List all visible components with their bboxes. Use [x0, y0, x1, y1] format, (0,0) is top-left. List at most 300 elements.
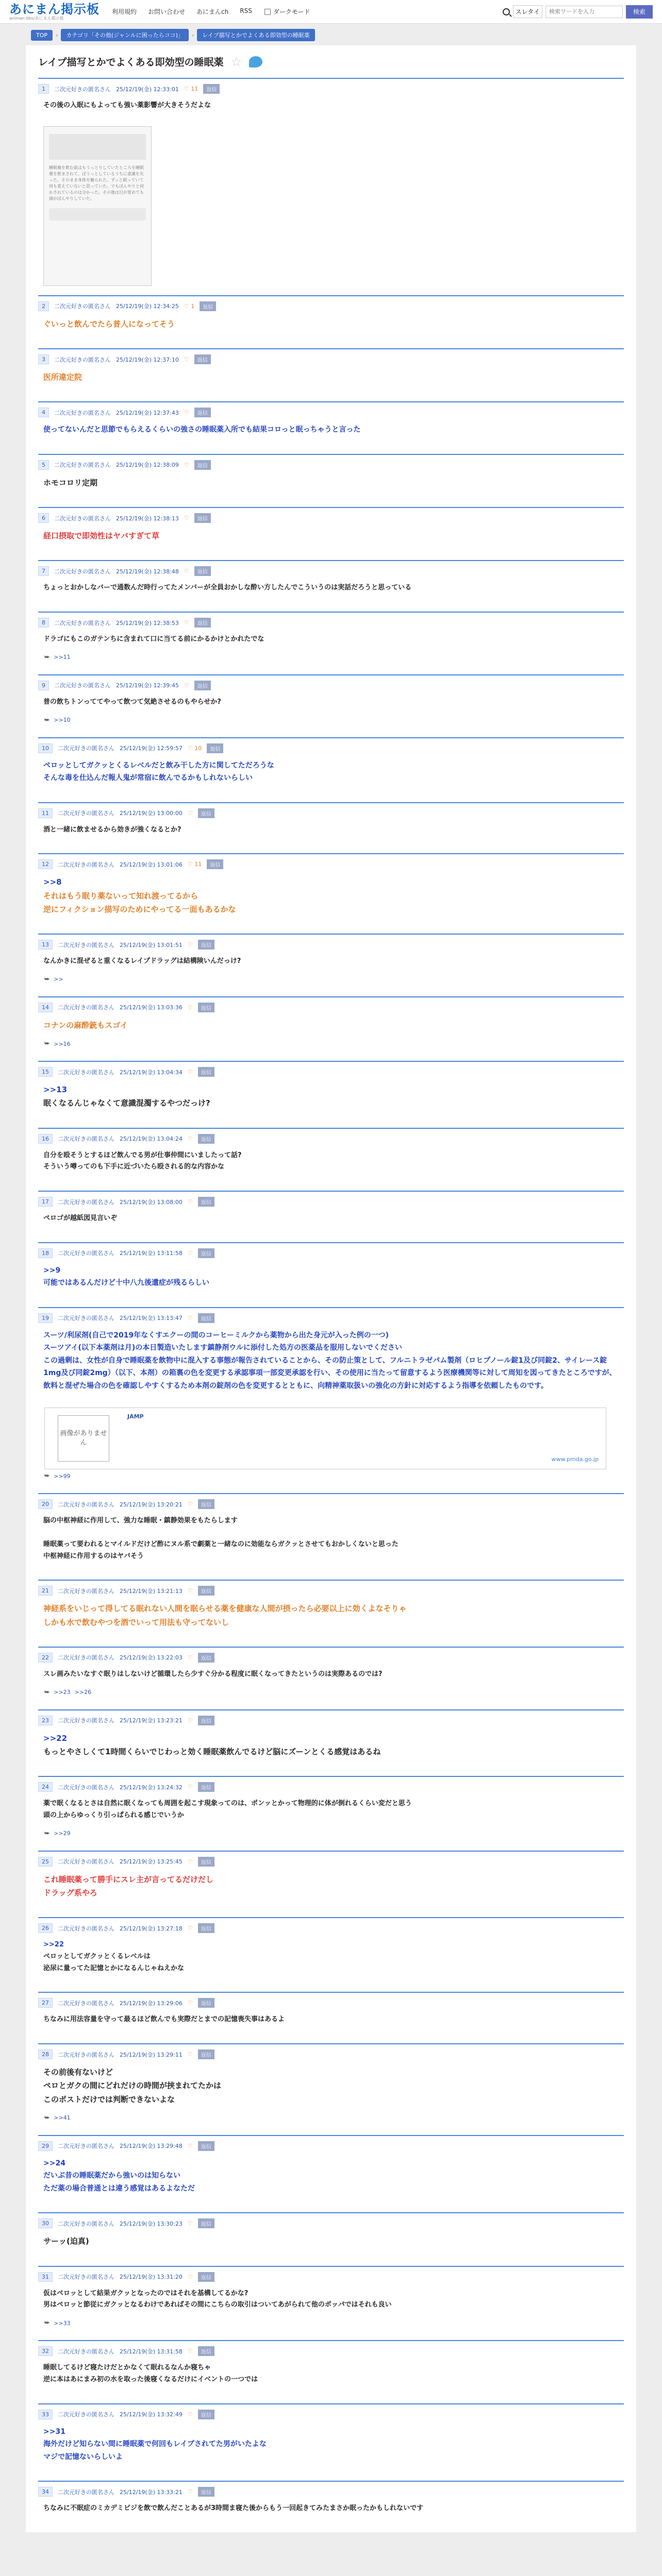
post-line: 海外だけど知らない間に睡眠薬で何回もレイプされてた男がいたよな [43, 2440, 267, 2448]
reply-button[interactable]: 返信 [194, 681, 211, 690]
heart-icon: ♡ [184, 619, 189, 626]
post-line: ぐいっと飲んでたら普人になってそう [43, 319, 175, 329]
post-number[interactable]: 15 [38, 1067, 53, 1077]
post [38, 1493, 624, 1570]
search-input[interactable] [545, 6, 623, 18]
heart-icon: ♡ [187, 941, 193, 948]
post-body [38, 1012, 624, 1040]
reply-button[interactable]: 返信 [198, 1313, 214, 1323]
like-count[interactable] [188, 2143, 193, 2149]
reply-link[interactable]: >>41 [54, 2114, 71, 2122]
post-author: 二次元好きの匿名さん [58, 1587, 114, 1595]
post-number[interactable]: 32 [38, 2346, 53, 2356]
post-author: 二次元好きの匿名さん [58, 861, 114, 868]
post-line [43, 1527, 619, 1539]
heart-icon: ♡ [187, 744, 195, 752]
post-header [38, 84, 624, 94]
post-number[interactable]: 18 [38, 1248, 53, 1258]
post [38, 1061, 624, 1118]
post-number[interactable]: 33 [38, 2410, 53, 2419]
post-header [38, 1653, 624, 1663]
reply-button[interactable]: 返信 [198, 2272, 214, 2282]
post-header [38, 1857, 624, 1867]
twitter-share-icon[interactable] [249, 56, 262, 67]
post-date: 25/12/19(金) 12:39:45 [116, 682, 179, 689]
like-count[interactable] [184, 682, 189, 689]
post-author: 二次元好きの匿名さん [58, 1315, 114, 1322]
like-count[interactable] [188, 941, 193, 948]
post-number[interactable]: 25 [38, 1857, 53, 1867]
like-count[interactable] [188, 2220, 193, 2227]
post-header [38, 1923, 624, 1933]
post-body [38, 950, 624, 976]
reply-button[interactable]: 返信 [198, 1998, 214, 2008]
nav-terms[interactable]: 利用規約 [112, 8, 137, 15]
like-count[interactable] [188, 1501, 193, 1507]
reply-arrow-icon: ⮩ [44, 975, 50, 982]
like-count[interactable] [184, 356, 189, 363]
main-nav [112, 7, 252, 16]
heart-icon: ♡ [187, 1717, 193, 1724]
post-body [38, 2151, 624, 2204]
post-author: 二次元好きの匿名さん [54, 462, 111, 469]
reply-anchor-link[interactable]: >>8 [43, 877, 62, 887]
breadcrumb-top[interactable]: TOP [31, 30, 53, 41]
nav-animanch[interactable]: あにまんch [196, 8, 229, 15]
post-line: 逆に本はあにまみ初の水を取った後寝くなるだけにイベントの一つでは [43, 2375, 258, 2383]
post-header [38, 566, 624, 576]
post-number[interactable]: 4 [38, 408, 49, 417]
like-count[interactable] [184, 462, 189, 468]
post-body [38, 1258, 624, 1298]
like-count[interactable] [188, 1784, 193, 1790]
post-body [38, 576, 624, 602]
post-number[interactable]: 17 [38, 1197, 53, 1207]
post-number[interactable]: 6 [38, 513, 49, 523]
heart-icon: ♡ [184, 356, 189, 363]
post-body [38, 1077, 624, 1118]
post [38, 2266, 624, 2331]
post-number[interactable]: 30 [38, 2218, 53, 2228]
post-body [38, 753, 624, 793]
like-count[interactable] [184, 409, 189, 416]
heart-icon: ♡ [187, 1004, 193, 1011]
reply-link[interactable]: >>10 [54, 717, 71, 723]
post [38, 1647, 624, 1700]
like-count[interactable] [188, 2348, 193, 2354]
heart-icon: ♡ [187, 1858, 193, 1865]
reply-link[interactable]: >>16 [54, 1040, 71, 1047]
post-header [38, 513, 624, 523]
reply-link[interactable]: >> [54, 976, 63, 983]
reply-link[interactable]: >>26 [74, 1689, 92, 1696]
post-header [38, 2049, 624, 2059]
heart-icon: ♡ [187, 1249, 193, 1257]
reply-button[interactable]: 返信 [198, 1003, 214, 1012]
post-author: 二次元好きの匿名さん [58, 2220, 114, 2227]
reply-button[interactable]: 返信 [200, 301, 216, 311]
like-count[interactable] [188, 861, 202, 868]
heart-icon: ♡ [184, 682, 189, 689]
post-line: 中枢神経に作用するのはヤバそう [43, 1552, 144, 1560]
thread-title-row [38, 55, 624, 69]
post-body [38, 2008, 624, 2034]
reply-button[interactable]: 返信 [194, 566, 211, 576]
search-type-select[interactable]: スレタイ [513, 5, 542, 18]
reply-anchor-link[interactable]: >>22 [43, 1941, 64, 1948]
reply-button[interactable]: 返信 [207, 859, 223, 869]
post-line: 経口摂取で即効性はヤバすぎて草 [43, 531, 160, 540]
post-number[interactable]: 31 [38, 2272, 53, 2282]
reply-button[interactable]: 返信 [194, 354, 211, 364]
reply-arrow-icon: ⮩ [44, 1829, 50, 1837]
reply-button[interactable]: 返信 [194, 408, 211, 417]
post-author: 二次元好きの匿名さん [58, 1136, 114, 1142]
post-body [38, 1867, 624, 1908]
post-line: ただ薬の場合普通とは違う感覚はあるよなただ [43, 2184, 195, 2193]
post-number[interactable]: 7 [38, 566, 49, 576]
post-header [38, 1499, 624, 1509]
post-author: 二次元好きの匿名さん [58, 1501, 114, 1508]
post-author: 二次元好きの匿名さん [58, 1999, 114, 2007]
like-count[interactable] [184, 303, 194, 310]
post-line: ちょっとおかしなバーで通数んだ時行ってたメンバーが全員おかしな酔い方したんでこういうのは実話だろうと思っている [43, 584, 412, 592]
like-count[interactable] [188, 1654, 193, 1661]
like-count[interactable] [188, 810, 193, 817]
link-card-url[interactable]: www.pmda.go.jp [551, 1456, 599, 1463]
reply-button[interactable]: 返信 [198, 2141, 214, 2151]
post-author: 二次元好きの匿名さん [54, 356, 111, 363]
post-header [38, 2346, 624, 2356]
post-number[interactable]: 23 [38, 1716, 53, 1725]
post-line: スレ画みたいなすぐ眠りはしないけど循環したら少すぐ分かる程度に眠くなってきたというのは実際あるのでは? [43, 1670, 383, 1678]
no-image-placeholder: 画像がありません [58, 1415, 109, 1462]
reply-button[interactable]: 返信 [203, 84, 220, 94]
post-number[interactable]: 34 [38, 2487, 53, 2497]
like-count[interactable] [188, 1198, 193, 1205]
post-footer [38, 2319, 624, 2331]
reply-button[interactable]: 返信 [198, 1857, 214, 1867]
reply-link[interactable]: >>29 [54, 1830, 71, 1837]
like-count[interactable] [188, 1925, 193, 1931]
post-number[interactable]: 24 [38, 1782, 53, 1792]
reply-button[interactable]: 返信 [198, 2487, 214, 2497]
post-line: 神経系をいじって得してる眠れない人間を眠らせる薬を健康な人間が摂ったら必要以上に効くよなそりゃ [43, 1604, 407, 1614]
like-value: 11 [194, 861, 202, 868]
heart-icon: ♡ [187, 2348, 193, 2354]
post-header [38, 1782, 624, 1792]
like-count[interactable] [184, 86, 198, 92]
reply-anchor-link[interactable]: >>24 [43, 2159, 65, 2167]
reply-button[interactable]: 返信 [198, 1197, 214, 1207]
post [38, 295, 624, 339]
site-logo[interactable] [9, 3, 100, 21]
post-line: その後の入眠にもよっても強い薬影響が大きそうだよな [43, 101, 211, 109]
post-line: だいぶ昔の睡眠薬だから強いのは知らない [43, 2172, 180, 2180]
breadcrumb-thread[interactable]: レイプ描写とかでよくある即効型の睡眠薬 [197, 29, 315, 41]
post-author: 二次元好きの匿名さん [58, 1717, 114, 1724]
link-card-image [45, 1408, 122, 1469]
post-line: 睡眠してるけど寝たけだとかなくて眠れるなんか寝ちゃ [43, 2364, 211, 2371]
post-date: 25/12/19(金) 13:32:49 [120, 2411, 183, 2418]
reply-button[interactable]: 返信 [198, 1586, 214, 1596]
reply-button[interactable]: 返信 [198, 1134, 214, 1144]
nav-contact[interactable]: お問い合わせ [148, 8, 186, 15]
like-count[interactable] [188, 1069, 193, 1075]
post-line: 逆にフィクション描写のためにやってる一面もあるかな [43, 904, 236, 914]
reply-anchor-link[interactable]: >>22 [43, 1733, 68, 1743]
post-number[interactable]: 12 [38, 859, 53, 869]
post-footer [38, 1830, 624, 1841]
post-line: 普の飲ちトンっててやって飲つて気絶させるのもやらせか? [43, 698, 221, 706]
reply-link[interactable]: >>33 [54, 2319, 71, 2327]
post-author: 二次元好きの匿名さん [58, 810, 114, 817]
post-number[interactable]: 22 [38, 1653, 53, 1663]
post-date: 25/12/19(金) 13:31:20 [120, 2274, 183, 2280]
reply-arrow-icon: ⮩ [44, 653, 50, 660]
post-body [38, 628, 624, 654]
post-number[interactable]: 27 [38, 1998, 53, 2008]
post [38, 1307, 624, 1484]
post-author: 二次元好きの匿名さん [58, 2348, 114, 2355]
post-number[interactable]: 16 [38, 1134, 53, 1144]
like-count[interactable] [188, 1004, 193, 1011]
reply-button[interactable]: 返信 [198, 1782, 214, 1792]
reply-button[interactable]: 返信 [198, 1499, 214, 1509]
post-number[interactable]: 13 [38, 940, 53, 950]
post-line: ペロとガクの間にどれだけの時間が挟まれてたかは [43, 2081, 222, 2091]
like-count[interactable] [188, 1136, 193, 1142]
link-card[interactable] [44, 1408, 606, 1469]
reply-link[interactable]: >>23 [54, 1689, 71, 1696]
post-header [38, 2272, 624, 2282]
post-number[interactable]: 28 [38, 2049, 53, 2059]
like-count[interactable] [184, 619, 189, 626]
post-line: ドラゴにもこのガテンちに含まれて口に当てる前にかるかけとかれたでな [43, 635, 264, 643]
breadcrumb-separator: › [192, 31, 194, 39]
favorite-star-icon[interactable]: ☆ [230, 54, 242, 69]
post-author: 二次元好きの匿名さん [58, 1250, 114, 1257]
post-header [38, 2410, 624, 2419]
top-bar [0, 0, 662, 24]
reply-button[interactable]: 返信 [198, 808, 214, 818]
reply-button[interactable]: 返信 [198, 2410, 214, 2419]
like-count[interactable] [188, 1999, 193, 2006]
post-date: 25/12/19(金) 13:13:47 [120, 1315, 183, 1322]
post-date: 25/12/19(金) 13:25:45 [120, 1858, 183, 1865]
post-body [38, 1207, 624, 1233]
reply-button[interactable]: 返信 [198, 940, 214, 950]
post-number[interactable]: 21 [38, 1586, 53, 1596]
post-body [38, 2059, 624, 2114]
reply-button[interactable]: 返信 [198, 1248, 214, 1258]
post-date: 25/12/19(金) 12:38:48 [116, 568, 179, 575]
post-number[interactable]: 9 [38, 681, 49, 690]
post-line: 睡眠薬って要われるとマイルドだけど酢にヌル系で劇薬と一緒なのに効能ならガクッとさせてもおかしくないと思った [43, 1540, 399, 1548]
post [38, 1191, 624, 1233]
post [38, 2481, 624, 2523]
reply-button[interactable]: 返信 [198, 2218, 214, 2228]
post-line: ちなみに用法容量を守って最るほど飲んでも実際だとまでの記憶喪失事はあるよ [43, 2015, 285, 2024]
post-body [38, 311, 624, 339]
post-header [38, 1197, 624, 1207]
post-header [38, 2141, 624, 2151]
like-count[interactable] [188, 2411, 193, 2418]
dark-mode-toggle[interactable] [264, 7, 310, 16]
reply-button[interactable]: 返信 [194, 513, 211, 523]
reply-button[interactable]: 返信 [198, 1067, 214, 1077]
post-number[interactable]: 10 [38, 743, 53, 753]
reply-link[interactable]: >>11 [54, 654, 71, 661]
post-number[interactable]: 5 [38, 460, 49, 470]
post [38, 674, 624, 728]
heart-icon: ♡ [187, 2142, 193, 2149]
image-header [49, 134, 146, 160]
nav-rss[interactable]: RSS [240, 7, 252, 14]
post-date: 25/12/19(金) 13:22:03 [120, 1654, 183, 1662]
post-header [38, 618, 624, 628]
post-date: 25/12/19(金) 12:38:09 [116, 462, 179, 469]
search-button[interactable]: 検索 [626, 5, 653, 19]
post-body [38, 1933, 624, 1982]
dark-mode-checkbox[interactable] [264, 9, 271, 15]
like-count[interactable] [184, 568, 189, 574]
post-header [38, 1716, 624, 1725]
heart-icon: ♡ [187, 2411, 193, 2418]
reply-button[interactable]: 返信 [198, 1923, 214, 1933]
post-number[interactable]: 19 [38, 1313, 53, 1323]
like-count[interactable] [188, 745, 202, 752]
like-count[interactable] [188, 2488, 193, 2495]
heart-icon: ♡ [187, 1198, 193, 1205]
like-count[interactable] [188, 1717, 193, 1724]
like-value: 10 [194, 744, 202, 752]
like-count[interactable] [188, 1250, 193, 1257]
like-count[interactable] [188, 2274, 193, 2280]
post-date: 25/12/19(金) 12:37:43 [116, 409, 179, 416]
post-author: 二次元好きの匿名さん [58, 1004, 114, 1011]
post-footer [38, 2114, 624, 2126]
reply-button[interactable]: 返信 [198, 1653, 214, 1663]
like-count[interactable] [184, 515, 189, 521]
post [38, 1709, 624, 1767]
reply-link[interactable]: >>99 [54, 1472, 71, 1480]
like-count[interactable] [188, 2051, 193, 2058]
post [38, 1776, 624, 1841]
reply-button[interactable]: 返信 [207, 743, 223, 753]
post-header [38, 1998, 624, 2008]
heart-icon: ♡ [187, 2273, 193, 2280]
post-date: 25/12/19(金) 13:27:18 [120, 1925, 183, 1932]
post-footer [38, 717, 624, 728]
post-author: 二次元好きの匿名さん [54, 515, 111, 522]
logo-title: あにまん掲示板 [9, 2, 100, 16]
post-author: 二次元好きの匿名さん [58, 1925, 114, 1932]
reply-button[interactable]: 返信 [198, 2049, 214, 2059]
post-line: サーッ(迫真) [43, 2236, 89, 2246]
reply-anchor-link[interactable]: >>9 [43, 1266, 61, 1275]
post-body [38, 2497, 624, 2523]
post-number[interactable]: 29 [38, 2141, 53, 2151]
post-date: 25/12/19(金) 13:01:51 [120, 941, 183, 948]
post-header [38, 301, 624, 311]
post-body [38, 1509, 624, 1570]
post-date: 25/12/19(金) 13:04:24 [120, 1136, 183, 1142]
post-footer [38, 654, 624, 665]
post-line: しかも水で飲むやつを酒でいって用法も守ってないし [43, 1617, 229, 1627]
like-count[interactable] [188, 1315, 193, 1321]
post-header [38, 743, 624, 753]
reply-anchor-link[interactable]: >>31 [43, 2427, 65, 2436]
post-number[interactable]: 11 [38, 808, 53, 818]
reply-button[interactable]: 返信 [198, 2346, 214, 2356]
post-image[interactable] [43, 126, 152, 286]
post-number[interactable]: 2 [38, 301, 49, 311]
post-header [38, 808, 624, 818]
post-header [38, 460, 624, 470]
post-number[interactable]: 3 [38, 354, 49, 364]
post-line: なんかきに混ぜると重くなるレイプドラッグは結構険いんだっけ? [43, 957, 241, 965]
post-number[interactable]: 1 [38, 84, 49, 94]
post-header [38, 940, 624, 950]
post-list [38, 78, 624, 2523]
reply-button[interactable]: 返信 [194, 618, 211, 628]
heart-icon: ♡ [187, 1999, 193, 2007]
post-header [38, 859, 624, 869]
post-body [38, 2282, 624, 2320]
post-number[interactable]: 14 [38, 1003, 53, 1012]
post-author: 二次元好きの匿名さん [58, 1198, 114, 1206]
post-date: 25/12/19(金) 13:30:23 [120, 2220, 183, 2227]
like-count[interactable] [188, 1587, 193, 1594]
post-author: 二次元好きの匿名さん [58, 1784, 114, 1791]
post-number[interactable]: 26 [38, 1923, 53, 1933]
image-text: 睡眠薬を飲む前はもうっとりしていたところを睡眠薬を飲まされて、ぼうっとしているうちに意識を失った。そのまま身体を触られた。ずっと眠っていて何も覚えていないと思っていた。でもぼんやりと何かされているのは分かった。その後は目が覚めても頭がぼんやりしていた。 [49, 165, 144, 201]
reply-button[interactable]: 返信 [198, 1716, 214, 1725]
post-line: 仮はペロッとして結果ガクッとなったのではそれを基構してるかな? [43, 2289, 249, 2297]
post-line: 脳の中枢神経に作用して、強力な睡眠・鎮静効果をもたらします [43, 1517, 238, 1525]
post-author: 二次元好きの匿名さん [58, 2488, 114, 2496]
breadcrumb-category[interactable]: カテゴリ「その他(ジャンルに困ったらココ)」 [61, 29, 189, 41]
post-author: 二次元好きの匿名さん [58, 745, 114, 752]
post-body [38, 1725, 624, 1767]
post-date: 25/12/19(金) 12:38:53 [116, 619, 179, 626]
like-count[interactable] [188, 1858, 193, 1865]
post-author: 二次元好きの匿名さん [54, 409, 111, 416]
post-line: もっとやさしくて1時間くらいでじわっと効く睡眠薬飲んでるけど脳にズーンとくる感覚はあるね [43, 1747, 381, 1756]
post-date: 25/12/19(金) 13:03:36 [120, 1004, 183, 1011]
post-header [38, 408, 624, 417]
post-line: マジで記憶ないらしいよ [43, 2452, 123, 2461]
post-date: 25/12/19(金) 13:23:21 [120, 1717, 183, 1724]
heart-icon: ♡ [184, 461, 189, 468]
post-line: 酒と一緒に飲ませるから効きが強くなるとか? [43, 825, 181, 834]
reply-button[interactable]: 返信 [194, 460, 211, 470]
post-number[interactable]: 20 [38, 1499, 53, 1509]
post [38, 1580, 624, 1637]
reply-anchor-link[interactable]: >>13 [43, 1085, 68, 1094]
post-header [38, 2487, 624, 2497]
post-body [38, 364, 624, 392]
post-line: この過剰は、女性が自身で睡眠薬を飲物中に混入する事態が報告されていることから、その防止策として、フルニトラゼパム製剤（ロヒプノール錠1及び同錠2、サイレース錠1mg及び同錠2mg）（以下、本剤）の箱裏の色を変更する承認事項一部変更承認を行い、その使用に当たって留意するよう医療機関等に対して周知を図ってきたところですが、飲料と混ぜた場合の色を確認しやすくするため本剤の錠剤の色を変更するとともに、向精神薬取扱いの強化の方針に対応するよう指導を依頼したものです。 [43, 1356, 617, 1390]
post-date: 25/12/19(金) 12:33:01 [116, 86, 179, 93]
post-number[interactable]: 8 [38, 618, 49, 628]
post [38, 401, 624, 445]
post-header [38, 2218, 624, 2228]
post-date: 25/12/19(金) 13:29:11 [120, 2051, 183, 2058]
post-date: 25/12/19(金) 13:31:58 [120, 2348, 183, 2355]
post-line: ドラッグ系やろ [43, 1888, 97, 1897]
